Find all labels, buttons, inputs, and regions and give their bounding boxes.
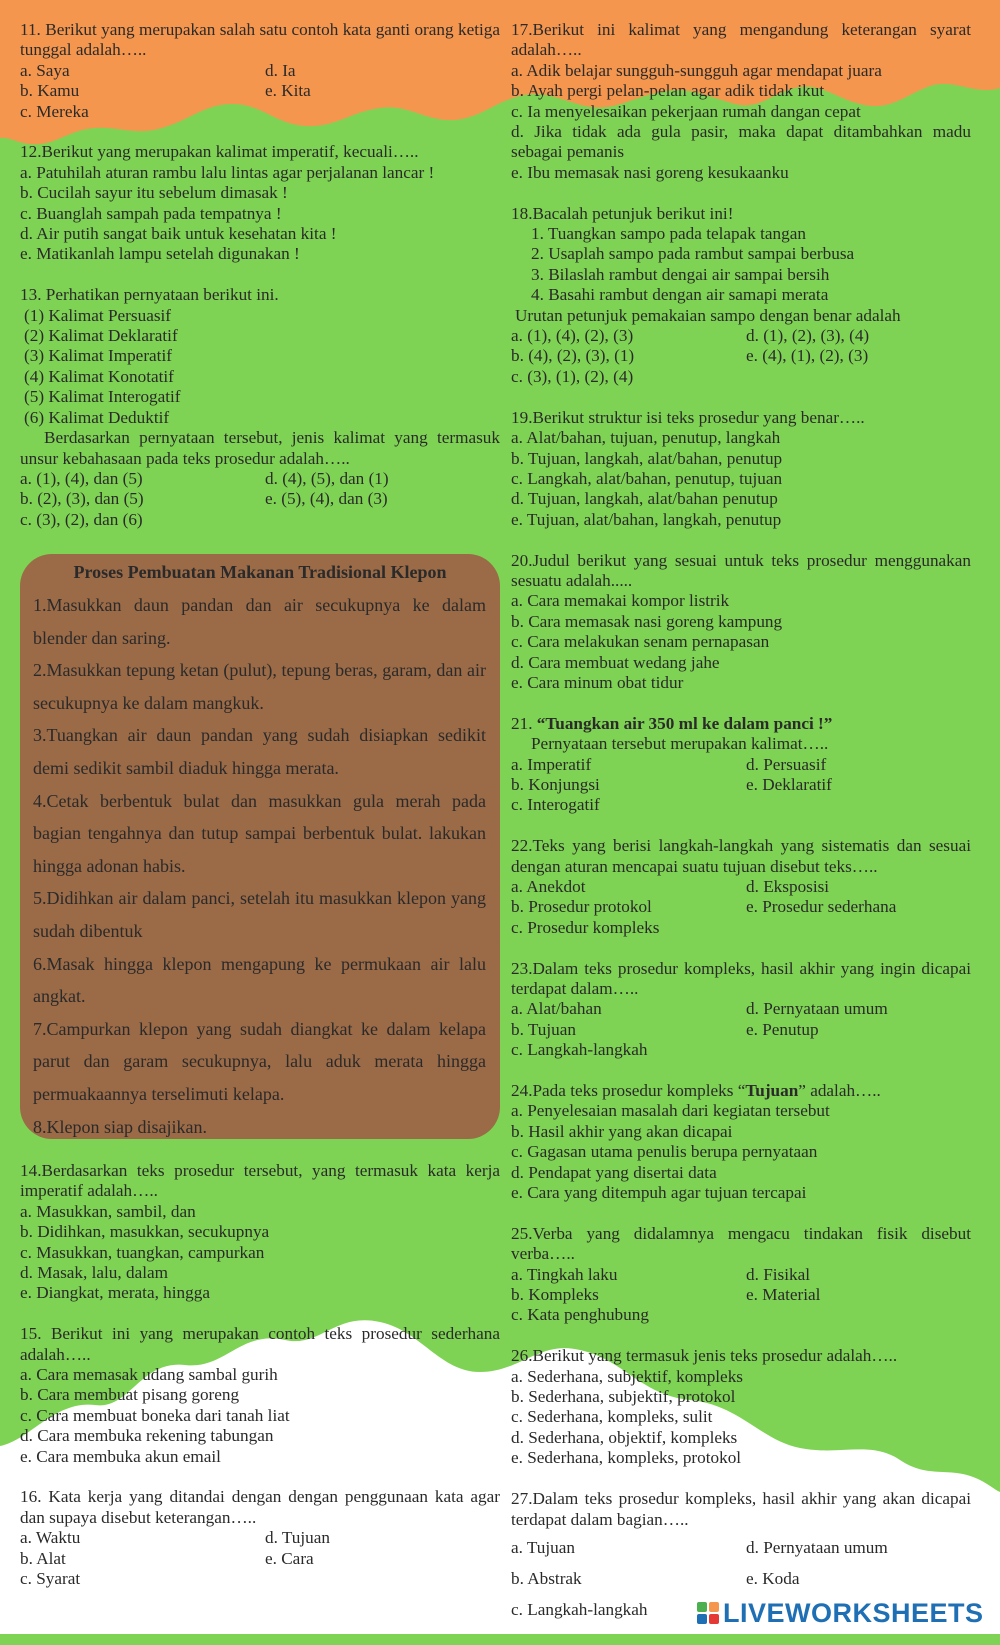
option-d[interactable]: d. Cara membuat wedang jahe <box>511 652 720 672</box>
option-b[interactable]: b. Sederhana, subjektif, protokol <box>511 1387 736 1407</box>
question-24-stem-prefix: 24.Pada teks prosedur kompleks “ <box>511 1081 746 1101</box>
klepon-procedure-box <box>20 554 500 1139</box>
question-18-stem: 18.Bacalah petunjuk berikut ini! <box>511 203 734 223</box>
question-21-quote: “Tuangkan air 350 ml ke dalam panci !” <box>536 713 833 733</box>
option-d[interactable]: d. Cara membuka rekening tabungan <box>20 1426 274 1446</box>
option-empty <box>746 367 971 387</box>
option-b[interactable]: b. Cara memasak nasi goreng kampung <box>511 611 783 631</box>
option-e[interactable]: e. Diangkat, merata, hingga <box>20 1283 210 1303</box>
option-d[interactable]: d. Eksposisi <box>746 876 830 896</box>
question-22 <box>511 836 971 938</box>
option-e[interactable]: e. Penutup <box>746 1019 819 1039</box>
option-c[interactable]: c. Langkah-langkah <box>511 1599 648 1619</box>
option-e[interactable]: e. Material <box>746 1285 821 1305</box>
statement-item: (5) Kalimat Interogatif <box>24 387 181 407</box>
option-c[interactable]: c. Interogatif <box>511 795 600 815</box>
klepon-step: 1.Masukkan daun pandan dan air secukupnya ke dalam blender dan saring. <box>33 595 486 648</box>
logo-text: LIVEWORKSHEETS <box>723 1597 984 1628</box>
option-b[interactable]: b. Alat <box>20 1548 66 1568</box>
option-empty <box>265 510 500 530</box>
statement-item: (2) Kalimat Deklaratif <box>24 326 178 346</box>
option-empty <box>746 1040 971 1060</box>
option-b[interactable]: b. (2), (3), dan (5) <box>20 489 144 509</box>
instruction-item: 1. Tuangkan sampo pada telapak tangan <box>531 224 806 244</box>
option-c[interactable]: c. Kata penghubung <box>511 1305 649 1325</box>
option-e[interactable]: e. Kita <box>265 81 311 101</box>
question-20-stem: 20.Judul berikut yang sesuai untuk teks prosedur menggunakan sesuatu adalah..... <box>511 550 971 590</box>
klepon-step: 7.Campurkan klepon yang sudah diangkat ke dalam kelapa parut dan garam secukupnya, lalu aduk merata hingga permuakaannya terselimuti kelapa. <box>33 1018 486 1104</box>
question-23-stem: 23.Dalam teks prosedur kompleks, hasil akhir yang ingin dicapai terdapat dalam….. <box>511 958 971 998</box>
question-21-number: 21. <box>511 713 533 733</box>
option-e[interactable]: e. (5), (4), dan (3) <box>265 489 388 509</box>
question-26-stem: 26.Berikut yang termasuk jenis teks prosedur adalah….. <box>511 1346 898 1366</box>
option-a[interactable]: a. Penyelesaian masalah dari kegiatan tersebut <box>511 1101 830 1121</box>
statement-item: (1) Kalimat Persuasif <box>24 305 172 325</box>
option-c[interactable]: c. Langkah-langkah <box>511 1040 648 1060</box>
question-18-options <box>511 326 971 387</box>
option-b[interactable]: b. Konjungsi <box>511 774 600 794</box>
option-d[interactable]: d. Tujuan, langkah, alat/bahan penutup <box>511 489 778 509</box>
option-d[interactable]: d. Jika tidak ada gula pasir, maka dapat ditambahkan madu sebagai pemanis <box>511 122 971 162</box>
klepon-step: 2.Masukkan tepung ketan (pulut), tepung beras, garam, dan air secukupnya ke dalam mangkuk. <box>33 660 486 713</box>
question-16 <box>20 1487 500 1589</box>
option-c[interactable]: c. Langkah, alat/bahan, penutup, tujuan <box>511 468 783 488</box>
option-d[interactable]: d. Pernyataan umum <box>746 999 888 1019</box>
option-c[interactable]: c. Gagasan utama penulis berupa pernyataan <box>511 1142 818 1162</box>
instruction-item: 3. Bilaslah rambut dengai air sampai bersih <box>531 264 830 284</box>
question-21-question: Pernyataan tersebut merupakan kalimat….. <box>531 734 829 754</box>
option-a[interactable]: a. Sederhana, subjektif, kompleks <box>511 1366 743 1386</box>
question-26 <box>511 1346 971 1468</box>
option-a[interactable]: a. Waktu <box>20 1528 81 1548</box>
question-20 <box>511 551 971 694</box>
option-c[interactable]: c. Syarat <box>20 1569 81 1589</box>
option-b[interactable]: b. Prosedur protokol <box>511 897 652 917</box>
question-23 <box>511 959 971 1061</box>
option-c[interactable]: c. (3), (1), (2), (4) <box>511 366 634 386</box>
option-d[interactable]: d. Sederhana, objektif, kompleks <box>511 1427 738 1447</box>
option-b[interactable]: b. Cucilah sayur itu sebelum dimasak ! <box>20 183 288 203</box>
option-e[interactable]: e. Prosedur sederhana <box>746 897 897 917</box>
option-d[interactable]: d. Ia <box>265 60 296 80</box>
option-e[interactable]: e. Koda <box>746 1568 800 1588</box>
option-b[interactable]: b. Kompleks <box>511 1285 599 1305</box>
option-a[interactable]: a. Saya <box>20 60 70 80</box>
option-b[interactable]: b. (4), (2), (3), (1) <box>511 346 635 366</box>
question-23-options <box>511 999 971 1060</box>
option-a[interactable]: a. Patuhilah aturan rambu lalu lintas agar perjalanan lancar ! <box>20 162 435 182</box>
question-11-options <box>20 61 500 122</box>
question-17-stem: 17.Berikut ini kalimat yang mengandung keterangan syarat adalah….. <box>511 20 971 60</box>
option-d[interactable]: d. Fisikal <box>746 1264 810 1284</box>
klepon-step: 3.Tuangkan air daun pandan yang sudah disiapkan sedikit demi sedikit sambil diaduk hingga merata. <box>33 725 486 778</box>
question-11 <box>20 20 500 122</box>
instruction-item: 2. Usaplah sampo pada rambut sampai berbusa <box>531 244 855 264</box>
question-25-options <box>511 1265 971 1326</box>
option-empty <box>265 102 500 122</box>
question-13-stem: 13. Perhatikan pernyataan berikut ini. <box>20 285 279 305</box>
option-d[interactable]: d. Air putih sangat baik untuk kesehatan kita ! <box>20 224 337 244</box>
option-e[interactable]: e. Cara yang ditempuh agar tujuan tercapai <box>511 1183 807 1203</box>
option-c[interactable]: c. Prosedur kompleks <box>511 917 660 937</box>
question-13 <box>20 285 500 530</box>
right-column <box>511 20 971 1645</box>
option-e[interactable]: e. Sederhana, kompleks, protokol <box>511 1448 742 1468</box>
question-19-stem: 19.Berikut struktur isi teks prosedur yang benar….. <box>511 407 865 427</box>
statement-item: (4) Kalimat Konotatif <box>24 366 174 386</box>
question-12 <box>20 142 500 264</box>
option-a[interactable]: a. (1), (4), (2), (3) <box>511 326 634 346</box>
question-17 <box>511 20 971 183</box>
question-14-stem: 14.Berdasarkan teks prosedur tersebut, yang termasuk kata kerja imperatif adalah….. <box>20 1161 500 1201</box>
question-21-stem <box>511 714 971 734</box>
option-e[interactable]: e. Tujuan, alat/bahan, langkah, penutup <box>511 509 782 529</box>
option-b[interactable]: b. Didihkan, masukkan, secukupnya <box>20 1222 270 1242</box>
question-21-options <box>511 755 971 816</box>
klepon-step: 8.Klepon siap disajikan. <box>33 1116 207 1137</box>
left-column-top <box>20 20 500 551</box>
option-c[interactable]: c. Masukkan, tuangkan, campurkan <box>20 1242 265 1262</box>
option-c[interactable]: c. Ia menyelesaikan pekerjaan rumah dangan cepat <box>511 101 861 121</box>
option-a[interactable]: a. Adik belajar sungguh-sungguh agar mendapat juara <box>511 60 882 80</box>
question-25-stem: 25.Verba yang didalamnya mengacu tindakan fisik disebut verba….. <box>511 1223 971 1264</box>
question-12-stem: 12.Berikut yang merupakan kalimat imperatif, kecuali….. <box>20 142 419 162</box>
option-empty <box>265 1569 500 1589</box>
question-13-question: Berdasarkan pernyataan tersebut, jenis kalimat yang termasuk unsur kebahasaan pada teks prosedur adalah….. <box>20 428 500 468</box>
option-a[interactable]: a. Tujuan <box>511 1537 575 1557</box>
question-18-question: Urutan petunjuk pemakaian sampo dengan benar adalah <box>515 305 901 325</box>
option-empty <box>746 1305 971 1325</box>
option-b[interactable]: b. Hasil akhir yang akan dicapai <box>511 1121 733 1141</box>
option-c[interactable]: c. Buanglah sampah pada tempatnya ! <box>20 203 282 223</box>
question-22-options <box>511 877 971 938</box>
option-d[interactable]: d. Persuasif <box>746 754 827 774</box>
option-a[interactable]: a. Anekdot <box>511 876 586 896</box>
option-e[interactable]: e. Matikanlah lampu setelah digunakan ! <box>20 244 300 264</box>
option-e[interactable]: e. (4), (1), (2), (3) <box>746 346 869 366</box>
question-14 <box>20 1161 500 1304</box>
liveworksheets-logo-icon <box>697 1602 719 1624</box>
option-empty <box>746 795 971 815</box>
question-15 <box>20 1324 500 1467</box>
option-a[interactable]: a. (1), (4), dan (5) <box>20 468 143 488</box>
option-d[interactable]: d. (4), (5), dan (1) <box>265 468 389 488</box>
question-16-options <box>20 1528 500 1589</box>
question-13-options <box>20 469 500 530</box>
option-b[interactable]: b. Cara membuat pisang goreng <box>20 1385 240 1405</box>
option-a[interactable]: a. Imperatif <box>511 754 592 774</box>
option-c[interactable]: c. Cara membuat boneka dari tanah liat <box>20 1405 290 1425</box>
option-c[interactable]: c. Cara melakukan senam pernapasan <box>511 632 770 652</box>
instruction-item: 4. Basahi rambut dengan air samapi merata <box>531 285 829 305</box>
question-24-stem-bold: Tujuan <box>745 1081 799 1101</box>
option-b[interactable]: b. Tujuan, langkah, alat/bahan, penutup <box>511 448 783 468</box>
option-d[interactable]: d. (1), (2), (3), (4) <box>746 326 870 346</box>
question-22-stem: 22.Teks yang berisi langkah-langkah yang sistematis dan sesuai dengan aturan mencapai suatu tujuan disebut teks….. <box>511 836 971 876</box>
question-25 <box>511 1224 971 1326</box>
option-a[interactable]: a. Cara memasak udang sambal gurih <box>20 1365 278 1385</box>
option-d[interactable]: d. Tujuan <box>265 1528 330 1548</box>
question-27-stem: 27.Dalam teks prosedur kompleks, hasil akhir yang akan dicapai terdapat dalam bagian….. <box>511 1489 971 1529</box>
option-a[interactable]: a. Cara memakai kompor listrik <box>511 591 730 611</box>
option-a[interactable]: a. Alat/bahan <box>511 999 602 1019</box>
option-d[interactable]: d. Pendapat yang disertai data <box>511 1162 717 1182</box>
left-column-bottom <box>20 1161 500 1610</box>
option-e[interactable]: e. Cara minum obat tidur <box>511 672 684 692</box>
option-b[interactable]: b. Tujuan <box>511 1019 576 1039</box>
question-15-stem: 15. Berikut ini yang merupakan contoh teks prosedur sederhana adalah….. <box>20 1324 500 1364</box>
option-e[interactable]: e. Ibu memasak nasi goreng kesukaanku <box>511 162 789 182</box>
question-16-stem: 16. Kata kerja yang ditandai dengan dengan penggunaan kata agar dan supaya disebut keterangan….. <box>20 1487 500 1527</box>
option-a[interactable]: a. Alat/bahan, tujuan, penutup, langkah <box>511 428 781 448</box>
question-24-stem-suffix: ” adalah….. <box>798 1081 881 1101</box>
option-e[interactable]: e. Deklaratif <box>746 774 832 794</box>
question-21 <box>511 714 971 816</box>
option-d[interactable]: d. Masak, lalu, dalam <box>20 1263 168 1283</box>
question-24-stem <box>511 1081 971 1101</box>
klepon-step: 5.Didihkan air dalam panci, setelah itu masukkan klepon yang sudah dibentuk <box>33 888 486 941</box>
option-a[interactable]: a. Masukkan, sambil, dan <box>20 1201 196 1221</box>
option-e[interactable]: e. Cara <box>265 1548 314 1568</box>
option-c[interactable]: c. Mereka <box>20 101 89 121</box>
option-e[interactable]: e. Cara membuka akun email <box>20 1446 221 1466</box>
statement-item: (3) Kalimat Imperatif <box>24 346 172 366</box>
question-11-stem: 11. Berikut yang merupakan salah satu contoh kata ganti orang ketiga tunggal adalah….. <box>20 20 500 60</box>
option-d[interactable]: d. Pernyataan umum <box>746 1537 888 1557</box>
question-19 <box>511 408 971 530</box>
option-b[interactable]: b. Kamu <box>20 81 80 101</box>
option-b[interactable]: b. Abstrak <box>511 1568 582 1588</box>
option-a[interactable]: a. Tingkah laku <box>511 1264 618 1284</box>
question-24 <box>511 1081 971 1203</box>
statement-item: (6) Kalimat Deduktif <box>24 407 170 427</box>
option-c[interactable]: c. Sederhana, kompleks, sulit <box>511 1407 713 1427</box>
option-b[interactable]: b. Ayah pergi pelan-pelan agar adik tidak ikut <box>511 81 825 101</box>
option-empty <box>746 918 971 938</box>
option-c[interactable]: c. (3), (2), dan (6) <box>20 509 143 529</box>
klepon-step: 4.Cetak berbentuk bulat dan masukkan gula merah pada bagian tengahnya dan tutup sampai berbentuk bulat. lakukan hingga adonan habis. <box>33 790 486 876</box>
klepon-title: Proses Pembuatan Makanan Tradisional Klepon <box>73 562 447 582</box>
liveworksheets-logo[interactable] <box>697 1597 984 1629</box>
klepon-step: 6.Masak hingga klepon mengapung ke permukaan air lalu angkat. <box>33 953 486 1007</box>
klepon-steps <box>20 589 500 1143</box>
question-18 <box>511 204 971 388</box>
